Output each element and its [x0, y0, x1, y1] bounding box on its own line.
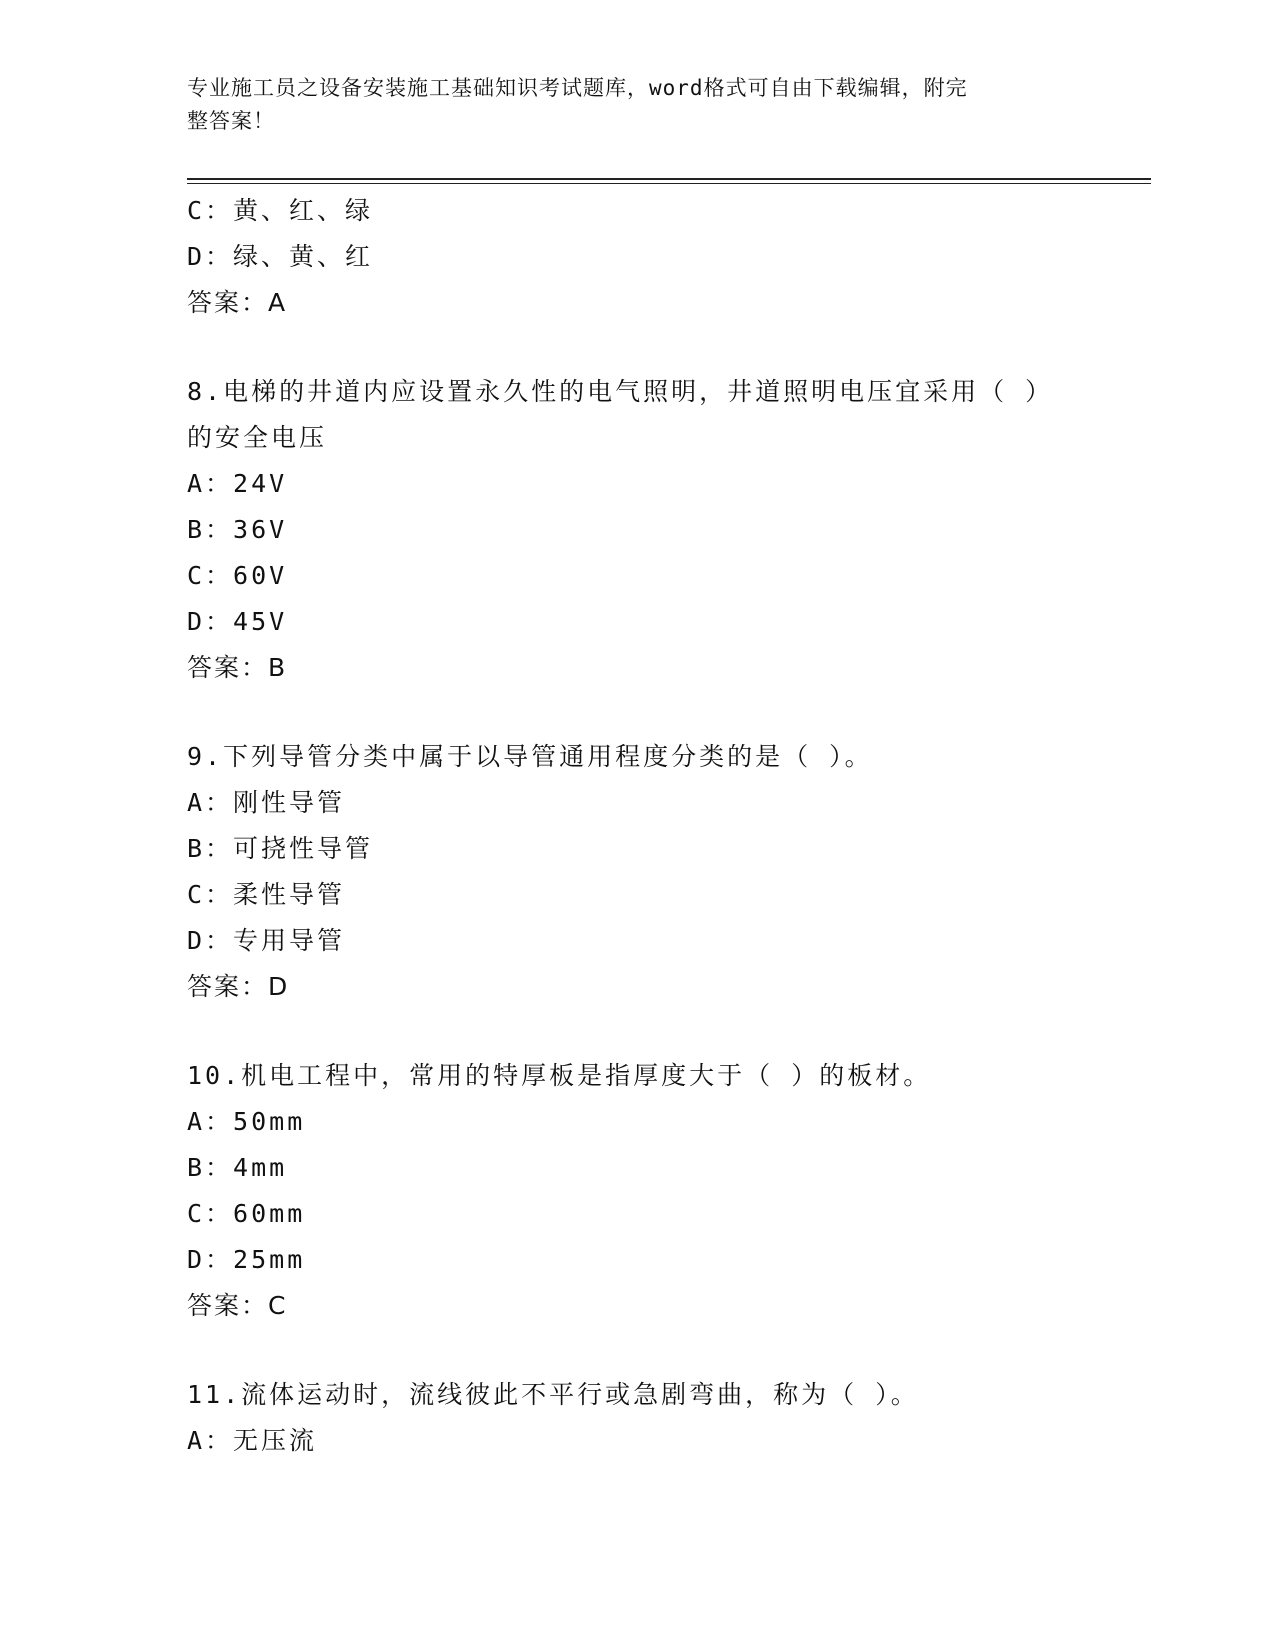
question-list [187, 188, 1087, 1464]
option-a: A：无压流 [187, 1426, 318, 1455]
question-text: 9.下列导管分类中属于以导管通用程度分类的是（ ）。 [187, 742, 873, 771]
page-header [187, 72, 1067, 138]
answer-line: 答案：C [187, 1291, 288, 1320]
option-d: D：45V [187, 607, 288, 636]
option-d: D：25mm [187, 1245, 306, 1274]
answer-line: 答案：B [187, 653, 288, 682]
option-c: C：60mm [187, 1199, 306, 1228]
option-d: D：专用导管 [187, 926, 346, 955]
question-7-continued [187, 188, 1087, 326]
question-10 [187, 1053, 1087, 1329]
question-text-continued: 的安全电压 [187, 423, 328, 452]
question-text: 10.机电工程中，常用的特厚板是指厚度大于（ ）的板材。 [187, 1061, 932, 1090]
option-c: C：60V [187, 561, 288, 590]
header-divider-thin [187, 183, 1151, 184]
question-text: 8.电梯的井道内应设置永久性的电气照明，井道照明电压宜采用（ ） [187, 377, 1054, 406]
header-divider-thick [187, 178, 1151, 180]
header-line-1: 专业施工员之设备安装施工基础知识考试题库，word格式可自由下载编辑，附完 [187, 76, 968, 100]
option-b: B：4mm [187, 1153, 288, 1182]
answer-line: 答案：A [187, 288, 288, 317]
option-c: C：柔性导管 [187, 880, 346, 909]
option-a: A：刚性导管 [187, 788, 346, 817]
question-9 [187, 734, 1087, 1010]
option-d: D：绿、黄、红 [187, 242, 374, 271]
question-8 [187, 369, 1087, 691]
header-line-2: 整答案！ [187, 109, 275, 133]
answer-line: 答案：D [187, 972, 290, 1001]
option-b: B：36V [187, 515, 288, 544]
option-a: A：50mm [187, 1107, 306, 1136]
option-c: C：黄、红、绿 [187, 196, 374, 225]
question-text: 11.流体运动时，流线彼此不平行或急剧弯曲，称为（ ）。 [187, 1380, 919, 1409]
option-b: B：可挠性导管 [187, 834, 374, 863]
question-11 [187, 1372, 1087, 1464]
option-a: A：24V [187, 469, 288, 498]
